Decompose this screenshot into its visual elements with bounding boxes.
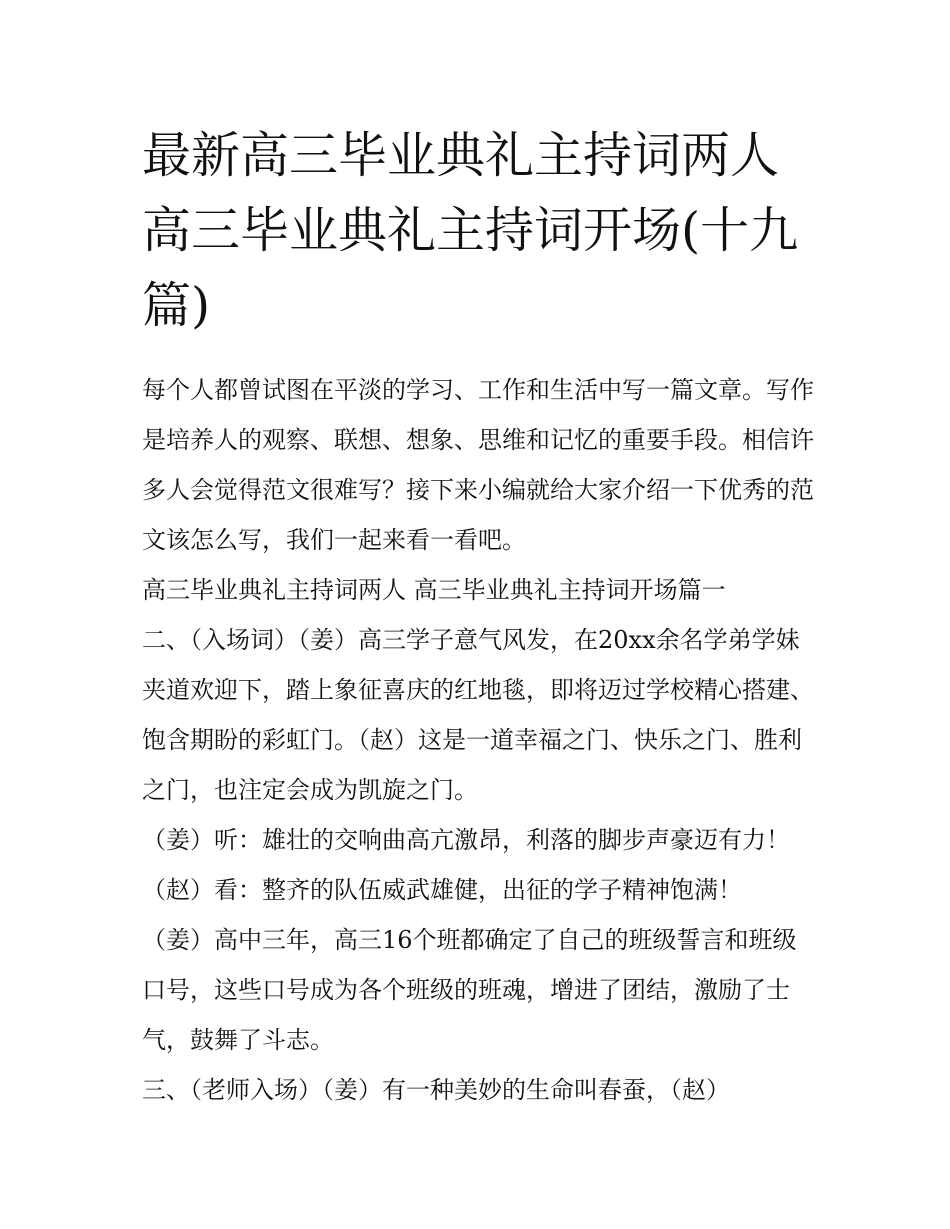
paragraph-look: （赵）看：整齐的队伍威武雄健，出征的学子精神饱满！ <box>142 876 742 904</box>
paragraph-section-heading: 高三毕业典礼主持词两人 高三毕业典礼主持词开场篇一 <box>142 576 726 604</box>
paragraph-entrance: 二、（入场词）（姜）高三学子意气风发，在20xx余名学弟学妹夹道欢迎下，踏上象征喜庆的红地毯，即将迈过学校精心搭建、饱含期盼的彩虹门。（赵）这是一道幸福之门、快乐之门、胜利之门，也注定会成为凯旋之门。 <box>142 626 814 804</box>
paragraph-listen: （姜）听：雄壮的交响曲高亢激昂，利落的脚步声豪迈有力！ <box>142 826 790 854</box>
paragraph-intro: 每个人都曾试图在平淡的学习、工作和生活中写一篇文章。写作是培养人的观察、联想、想象、思维和记忆的重要手段。相信许多人会觉得范文很难写？接下来小编就给大家介绍一下优秀的范文该怎么写，我们一起来看一看吧。 <box>142 376 814 554</box>
document-body <box>142 365 814 1115</box>
paragraph-teachers-entrance: 三、（老师入场）（姜）有一种美妙的生命叫春蚕，（赵） <box>142 1076 730 1104</box>
document-title: 最新高三毕业典礼主持词两人高三毕业典礼主持词开场(十九篇) <box>142 127 799 334</box>
document-page <box>142 118 814 1115</box>
paragraph-class-mottos: （姜）高中三年，高三16个班都确定了自己的班级誓言和班级口号，这些口号成为各个班级的班魂，增进了团结，激励了士气，鼓舞了斗志。 <box>142 926 797 1054</box>
